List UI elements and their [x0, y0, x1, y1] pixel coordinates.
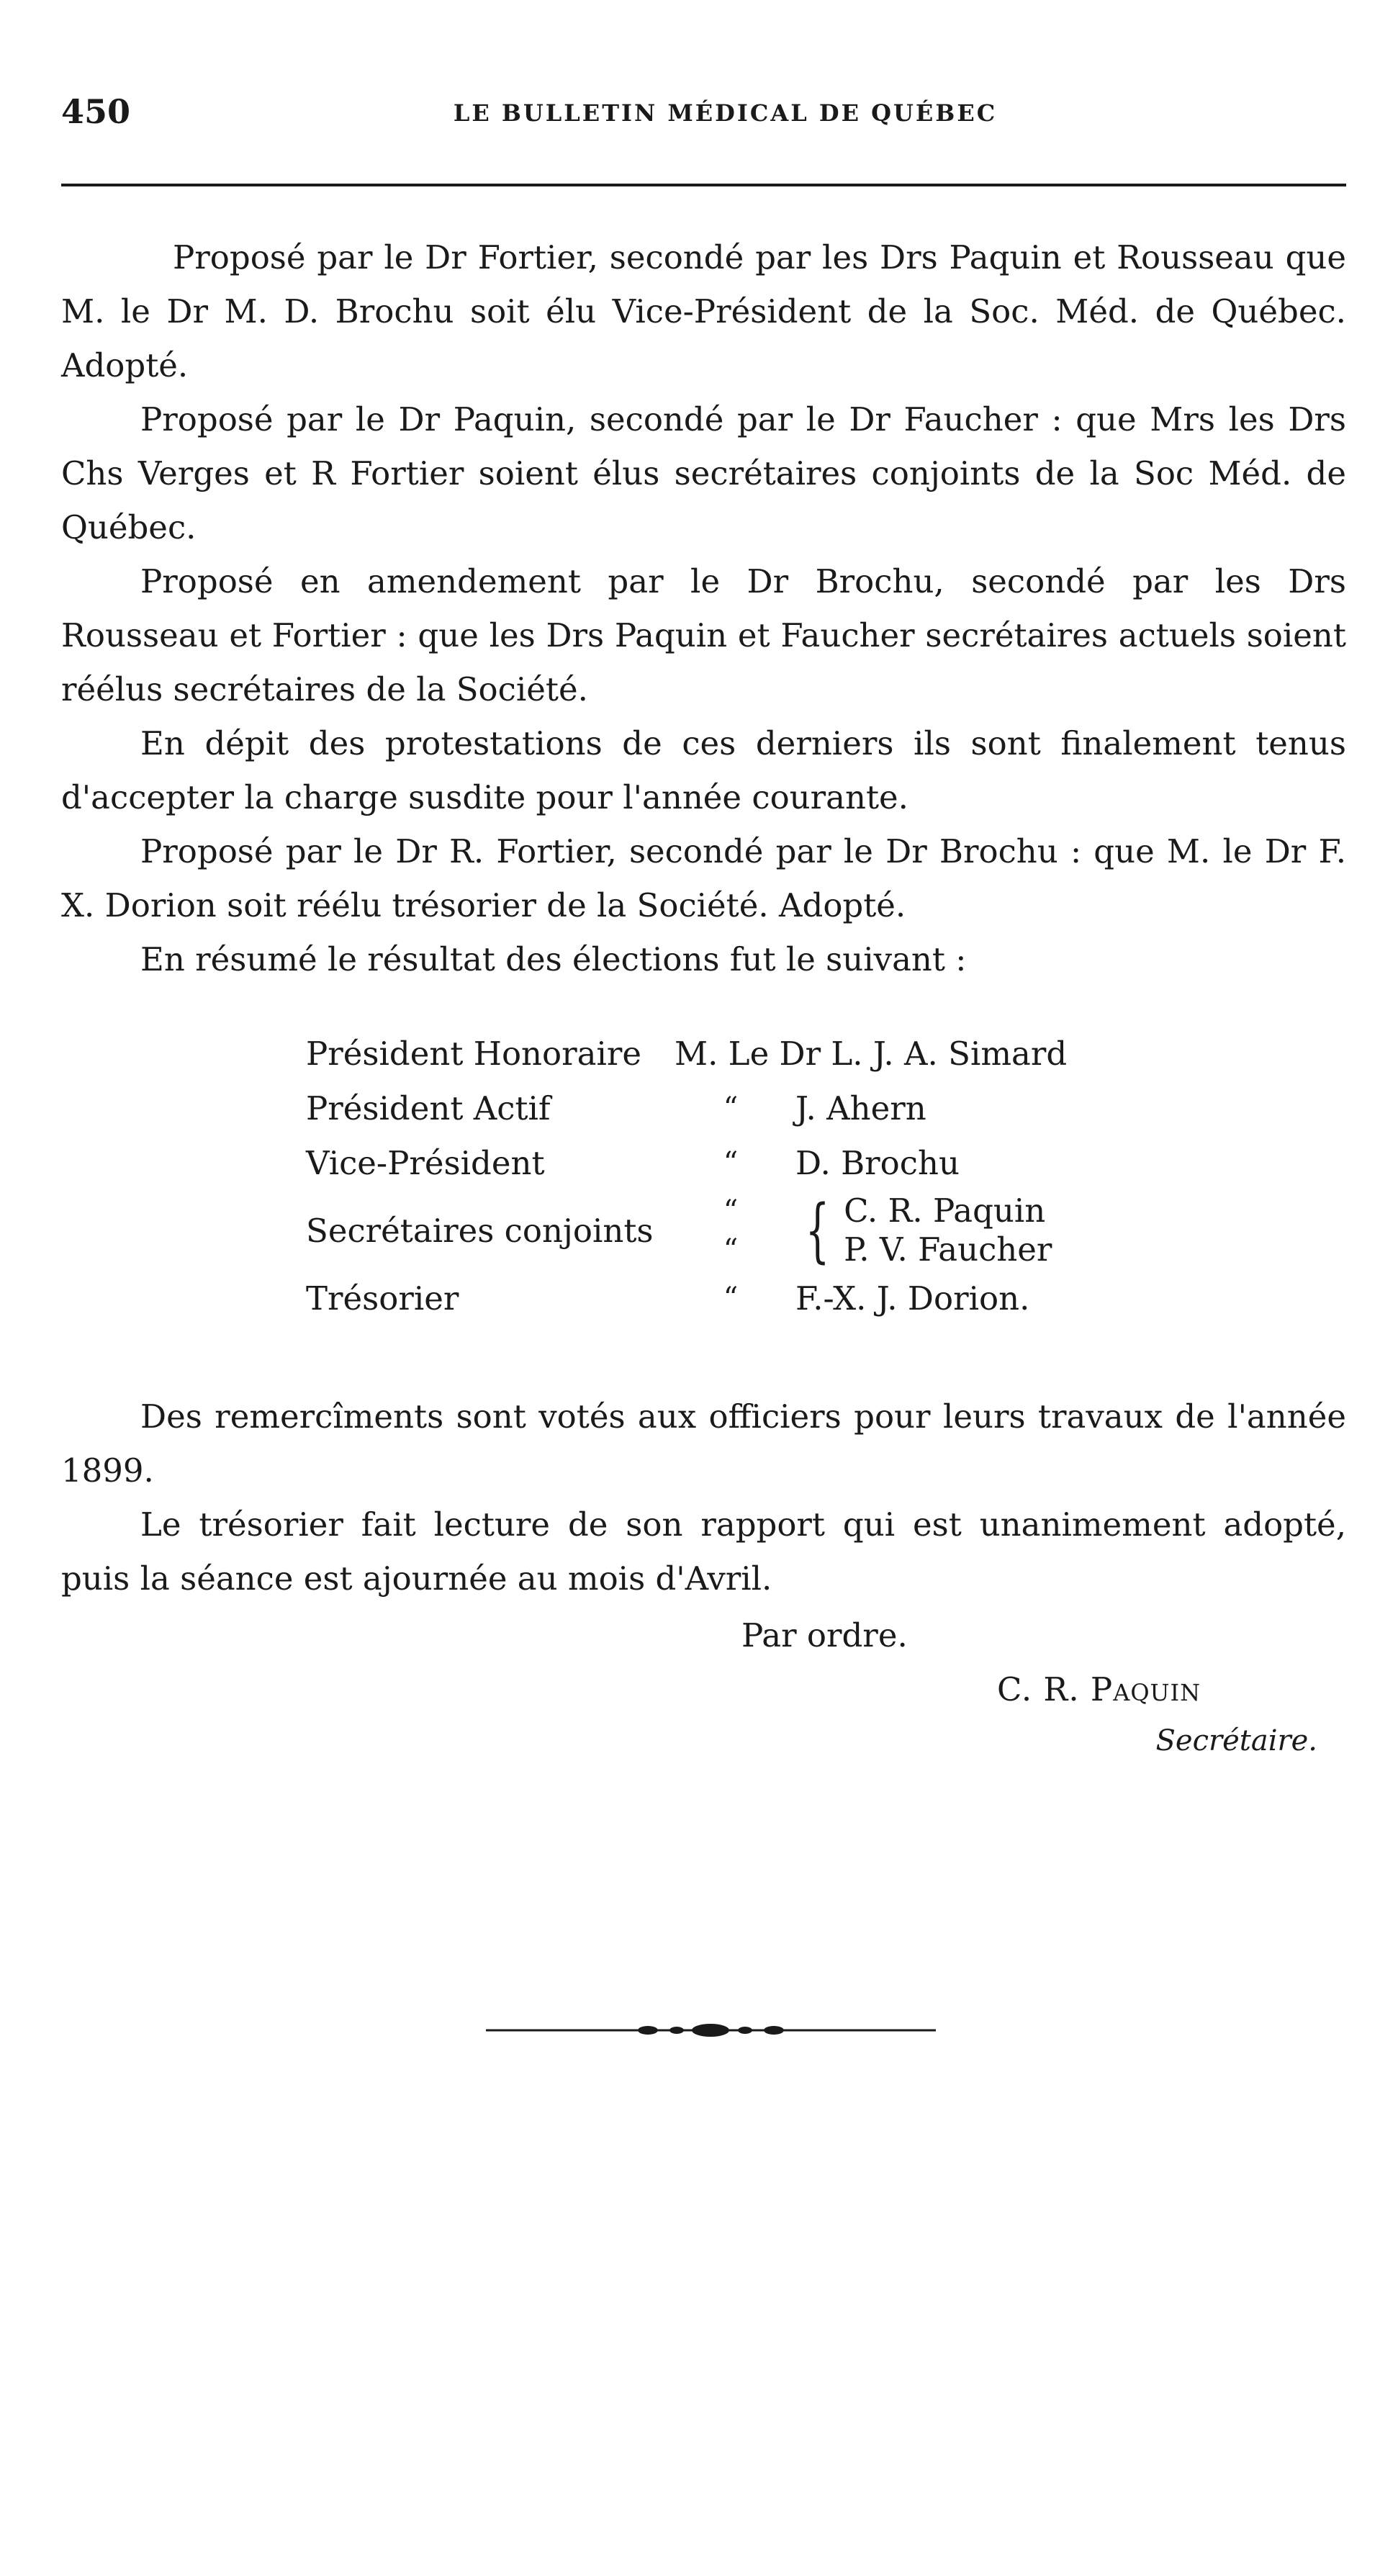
- page-number: 450: [61, 92, 131, 131]
- par-ordre: Par ordre.: [741, 1616, 908, 1654]
- officer-row: [306, 1081, 1206, 1135]
- page-header: [61, 92, 1346, 150]
- paragraph: En résumé le résultat des élections fut le suivant :: [140, 940, 967, 978]
- officer-role: Vice-Président: [306, 1143, 545, 1182]
- officer-name: D. Brochu: [795, 1143, 960, 1182]
- paragraph: Proposé en amendement par le Dr Brochu, secondé par les Drs Rousseau et Fortier : que les Drs Paquin et Faucher secrétaires actuels soient réélus secrétaires de la Société.: [61, 562, 1346, 708]
- ditto-mark: “: [723, 1091, 739, 1125]
- officer-row: [306, 1135, 1206, 1190]
- officer-role: Président Actif: [306, 1089, 551, 1127]
- paragraph: En dépit des protestations de ces derniers ils sont finalement tenus d'accepter la charge susdite pour l'année courante.: [61, 724, 1346, 816]
- officers-table: [306, 1026, 1206, 1325]
- minutes-body: [61, 230, 1346, 986]
- ditto-mark: “: [723, 1194, 739, 1228]
- closing-text: [61, 1390, 1346, 1606]
- signatory-role: Secrétaire.: [1155, 1724, 1317, 1757]
- officer-role: Trésorier: [306, 1279, 459, 1318]
- header-rule: [61, 184, 1346, 186]
- officer-row-honorary: [306, 1026, 1206, 1081]
- officer-row: [306, 1271, 1206, 1325]
- officer-name: F.-X. J. Dorion.: [795, 1279, 1030, 1318]
- ornament-divider: [486, 2019, 936, 2041]
- officer-role: Président Honoraire: [306, 1034, 641, 1073]
- officer-name: J. Ahern: [795, 1089, 926, 1127]
- officer-row-secretaries: [306, 1190, 1206, 1271]
- paragraph: Proposé par le Dr Fortier, secondé par les Drs Paquin et Rousseau que M. le Dr M. D. Brochu soit élu Vice-Président de la Soc. Méd. de Québec. Adopté.: [61, 238, 1346, 384]
- paragraph: Le trésorier fait lecture de son rapport qui est unanimement adopté, puis la séance est ajournée au mois d'Avril.: [61, 1505, 1346, 1598]
- ditto-mark: “: [723, 1282, 739, 1315]
- ditto-mark: “: [723, 1233, 739, 1266]
- paragraph: Des remercîments sont votés aux officiers pour leurs travaux de l'année 1899.: [61, 1397, 1346, 1490]
- signatory-name: C. R. Paquin: [997, 1670, 1201, 1708]
- officer-name: C. R. Paquin: [844, 1192, 1046, 1230]
- paragraph: Proposé par le Dr R. Fortier, secondé par le Dr Brochu : que M. le Dr F. X. Dorion soit réélu trésorier de la Société. Adopté.: [61, 832, 1346, 924]
- brace-glyph: {: [805, 1190, 830, 1271]
- officer-name: M. Le Dr L. J. A. Simard: [675, 1034, 1068, 1073]
- paragraph: Proposé par le Dr Paquin, secondé par le Dr Faucher : que Mrs les Drs Chs Verges et R Fortier soient élus secrétaires conjoints de la Soc Méd. de Québec.: [61, 400, 1346, 546]
- ditto-mark: “: [723, 1146, 739, 1179]
- officer-name: P. V. Faucher: [844, 1230, 1052, 1269]
- officer-role: Secrétaires conjoints: [306, 1211, 654, 1250]
- running-title: LE BULLETIN MÉDICAL DE QUÉBEC: [453, 99, 998, 127]
